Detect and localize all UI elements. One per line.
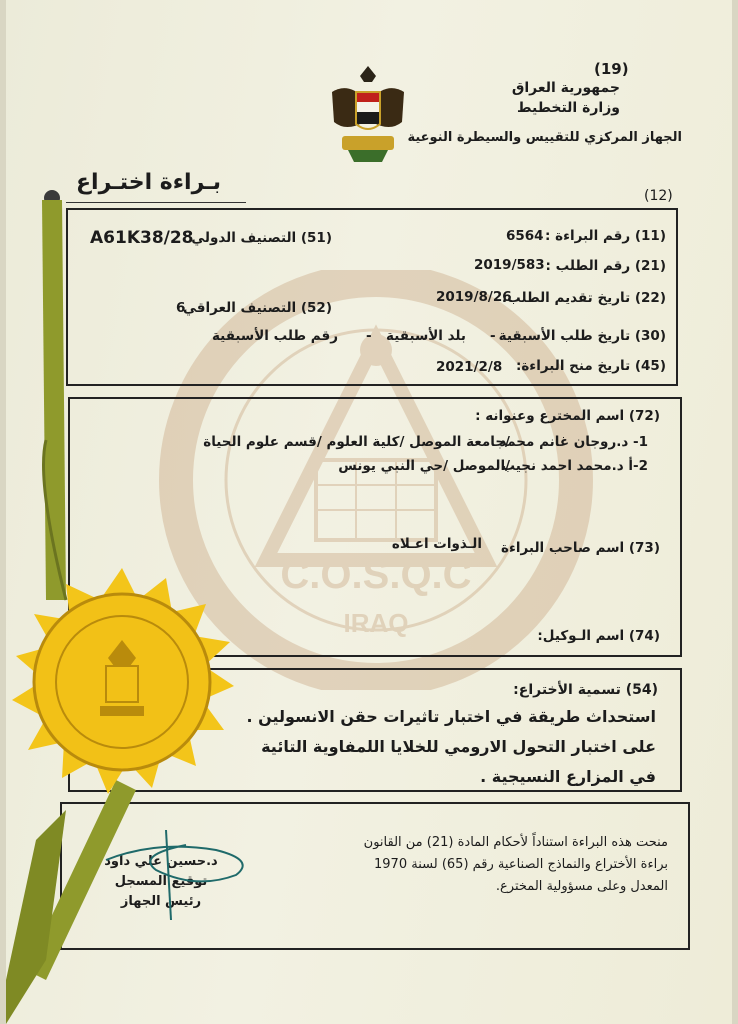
signature-name: د.حسين علي داود [104, 854, 218, 869]
grant-date-label: (45) تاريخ منح البراءة: [515, 358, 666, 374]
priority-country-label: بلد الأسبقية [386, 328, 466, 344]
invention-line-1: استحداث طريقة في اختبار تاثيرات حقن الانسولين . [246, 707, 656, 726]
invention-line-2: على اختبار التحول الارومي للخلايا اللمفاوية التائية [261, 737, 656, 756]
iraq-coat-of-arms-emblem [328, 62, 408, 170]
invention-title-label: (54) تسمية الأختراع: [513, 682, 658, 698]
application-number-label: (21) رقم الطلب : [545, 258, 666, 274]
gold-seal [6, 566, 238, 798]
patent-number-label: (11) رقم البراءة : [545, 228, 666, 244]
signature-title: رئيس الجهاز [120, 894, 202, 909]
iraqi-class-label: (52) التصنيف العراقي [183, 300, 332, 316]
iraqi-class-value: 6 [176, 300, 186, 316]
ministry-name: وزارة التخطيط [517, 100, 620, 116]
intl-class-value: A61K38/28 [90, 228, 194, 248]
agent-label: (74) اسم الـوكيل: [537, 628, 660, 644]
inventor-2-address: /الموصل /حي النبي يونس [338, 458, 510, 474]
doc-number: (19) [594, 60, 629, 78]
priority-number-label: رقم طلب الأسبقية [212, 328, 338, 344]
owner-value: الـذوات اعـلاه [391, 536, 482, 552]
priority-dash-1: - [490, 328, 496, 344]
agency-name: الجهاز المركزي للتقييس والسيطرة النوعية [407, 130, 682, 145]
invention-line-3: في المزارع النسيجية . [480, 767, 656, 786]
patent-certificate [6, 0, 732, 1024]
filing-date-label: (22) تاريخ تقديم الطلب: [501, 290, 666, 306]
application-number-value: 2019/583 [474, 257, 545, 273]
inventors-label: (72) اسم المخترع وعنوانه : [475, 408, 660, 424]
republic-name: جمهورية العراق [511, 80, 620, 96]
signature-role: توقيع المسجل [114, 874, 208, 889]
document-title: بـراءة اختـراع [76, 170, 222, 195]
priority-dash-2: - [366, 328, 372, 344]
invention-title-text [236, 702, 656, 792]
grant-date-value: 2021/2/8 [436, 359, 503, 375]
filing-date-value: 2019/8/26 [436, 289, 512, 305]
declaration-line-1: منحت هذه البراءة استناداً لأحكام المادة (21) من القانون [363, 835, 668, 850]
priority-date-label: (30) تاريخ طلب الأسبقية [498, 328, 666, 344]
inventor-2-name: 2-أ د.محمد احمد نجيب [501, 458, 648, 474]
intl-class-label: (51) التصنيف الدولي [191, 230, 332, 246]
declaration-line-3: المعدل وعلى مسؤولية المخترع. [495, 879, 668, 894]
owner-label: (73) اسم صاحب البراءة [501, 540, 660, 556]
watermark-country: IRAQ [343, 608, 409, 638]
patent-number-value: 6564 [506, 228, 544, 244]
declaration-text [268, 832, 668, 898]
document-code: (12) [644, 188, 673, 204]
inventor-1-name: 1- د.روجان غانم محمد [499, 434, 648, 450]
inventor-1-address: /جامعة الموصل /كلية العلوم /قسم علوم الحياة [203, 434, 510, 450]
declaration-line-2: براءة الأختراع والنماذج الصناعية رقم (65) لسنة 1970 [374, 857, 668, 872]
watermark-text: C.O.S.Q.C [280, 553, 472, 597]
